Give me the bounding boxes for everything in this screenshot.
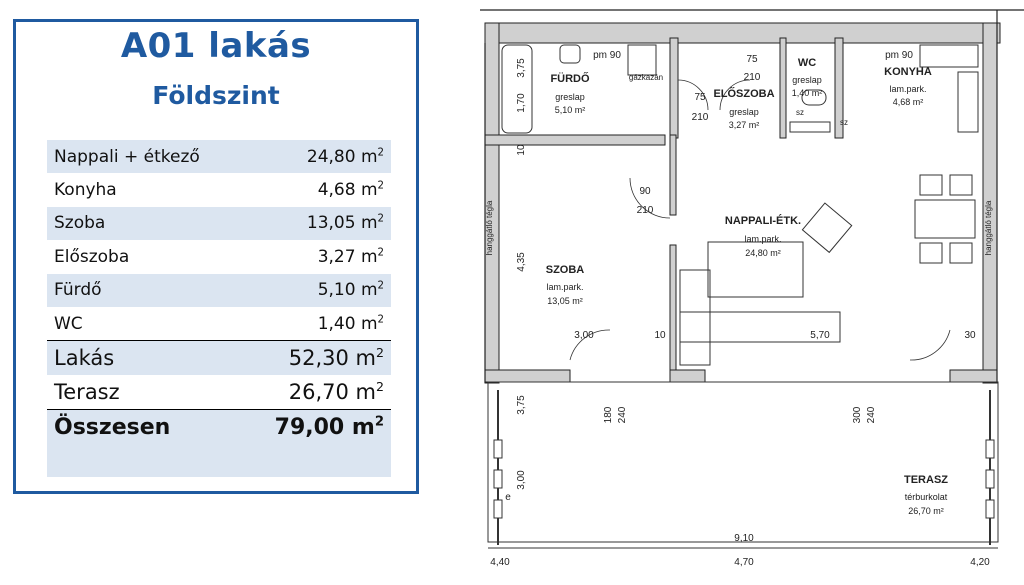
room-name-szoba: SZOBA: [545, 264, 585, 276]
dim-label: 9,10: [734, 533, 754, 544]
szoba-right-wall-top: [670, 135, 676, 215]
room-name-furdo: FÜRDŐ: [550, 73, 590, 85]
dim-label: sz: [796, 108, 804, 117]
room-area: 3,27 m²: [728, 120, 760, 130]
dim-label: gázkazán: [628, 73, 664, 82]
top-wall: [485, 23, 1000, 43]
room-labels: [546, 57, 949, 516]
room-area: 26,70 $m^2$: [288, 379, 384, 405]
room-area: 1,40 m²: [791, 88, 823, 98]
kitchen-counter: [920, 45, 978, 67]
room-name: Nappali + étkező: [47, 140, 241, 173]
dim-label: 75: [746, 54, 758, 65]
floor-plan: [480, 0, 1024, 585]
dim-label: 4,35: [516, 252, 527, 272]
dim-label: 30: [964, 330, 976, 341]
room-floor: térburkolat: [904, 492, 948, 502]
chair: [950, 243, 972, 263]
sofa: [680, 270, 710, 365]
dim-label: 10: [654, 330, 666, 341]
table-row: [47, 140, 391, 173]
dim-label: 1,70: [516, 93, 527, 113]
room-name: Szoba: [47, 207, 241, 240]
table-row-subtotal: [47, 341, 391, 376]
room-area: 1,40 $m^2$: [317, 313, 384, 334]
room-name-eloszoba: ELŐSZOBA: [713, 88, 775, 100]
dim-label: 210: [691, 112, 709, 123]
room-name: Fürdő: [47, 274, 241, 307]
room-floor: lam.park.: [889, 84, 927, 94]
wall-outline: [480, 10, 1024, 383]
room-area: 26,70 m²: [908, 506, 944, 516]
wc-tank: [790, 122, 830, 132]
front-wall-mid: [670, 370, 705, 382]
room-area: 24,80 m²: [745, 248, 781, 258]
rail-post: [494, 440, 502, 458]
room-area: 24,80 $m^2$: [241, 140, 391, 173]
dim-label: hanggátló tégla: [984, 200, 993, 256]
table-row-total: [47, 410, 391, 445]
dim-label: 5,70: [810, 330, 830, 341]
room-name-terasz: TERASZ: [904, 474, 948, 486]
dim-label: 180: [603, 406, 614, 424]
room-name: Összesen: [47, 410, 241, 445]
room-name: WC: [54, 313, 83, 334]
dim-label: 210: [636, 205, 654, 216]
table-row: [47, 207, 391, 240]
dim-label: 240: [617, 406, 628, 424]
room-name: Terasz: [54, 380, 120, 405]
chair: [950, 175, 972, 195]
room-floor: lam.park.: [744, 234, 782, 244]
table-row-blank: [47, 444, 391, 477]
kitchen-counter-side: [958, 72, 978, 132]
rail-post: [494, 500, 502, 518]
dim-label: 75: [694, 92, 706, 103]
dim-label: 10: [516, 144, 527, 156]
dim-label: 4,20: [970, 557, 990, 568]
room-floor: greslap: [792, 75, 822, 85]
room-floor: greslap: [555, 92, 585, 102]
room-name-konyha: KONYHA: [884, 66, 932, 78]
rail-post: [986, 500, 994, 518]
table-row: [47, 274, 391, 307]
dim-label: hanggátló tégla: [485, 200, 494, 256]
dim-label: 3,75: [516, 395, 527, 415]
dim-label: 3,00: [574, 330, 594, 341]
gas-boiler: [628, 45, 656, 75]
dim-label: 300: [852, 406, 863, 424]
front-wall-left: [485, 370, 570, 382]
bathtub: [502, 45, 532, 133]
dim-label: 3,75: [516, 58, 527, 78]
room-name: Lakás: [47, 341, 241, 376]
rail-post: [986, 470, 994, 488]
apartment-title: A01 lakás: [120, 26, 312, 66]
dining-table: [915, 200, 975, 238]
room-name: Előszoba: [54, 246, 130, 267]
rail-post: [494, 470, 502, 488]
room-area: 5,10 m²: [554, 105, 586, 115]
room-area: 3,27 $m^2$: [317, 246, 384, 267]
room-floor: lam.park.: [546, 282, 584, 292]
dim-label: 90: [639, 186, 651, 197]
area-summary-card: [13, 19, 419, 494]
armchair: [802, 203, 851, 252]
room-area: 79,00 $m^2$: [241, 410, 391, 445]
door-swing: [910, 330, 950, 360]
terrace: [488, 382, 998, 548]
room-area: 4,68 $m^2$: [317, 180, 384, 201]
room-name-nappali: NAPPALI-ÉTK.: [724, 215, 802, 227]
bath-right-wall: [670, 38, 678, 138]
area-table: [47, 140, 391, 477]
dim-label: 3,00: [516, 470, 527, 490]
floor-subtitle: Földszint: [152, 81, 280, 110]
rail-post: [986, 440, 994, 458]
room-area: 4,68 m²: [892, 97, 924, 107]
room-area: 13,05 $m^2$: [241, 207, 391, 240]
dim-label: sz: [840, 118, 848, 127]
wc-left-wall: [780, 38, 786, 138]
room-area: 13,05 m²: [547, 296, 583, 306]
room-floor: greslap: [729, 107, 759, 117]
dim-label: 4,70: [734, 557, 754, 568]
table-row-terrace: [47, 375, 391, 410]
room-area: 5,10 $m^2$: [241, 274, 391, 307]
dim-label: 240: [866, 406, 877, 424]
room-name-wc: WC: [797, 57, 817, 69]
dim-label: pm 90: [885, 50, 913, 61]
dim-label: pm 90: [593, 50, 621, 61]
szoba-right-wall-bottom: [670, 245, 676, 375]
bath-bottom-wall: [485, 135, 665, 145]
table-row: [47, 173, 391, 206]
washbasin: [560, 45, 580, 63]
table-row: [47, 240, 391, 273]
table-row: [47, 307, 391, 341]
front-wall-right: [950, 370, 997, 382]
chair: [920, 175, 942, 195]
chair: [920, 243, 942, 263]
terrace-outline: [488, 382, 998, 542]
dim-label: 4,40: [490, 557, 510, 568]
dim-label: e: [505, 492, 511, 503]
room-area: 52,30 $m^2$: [241, 341, 391, 376]
dim-label: 210: [743, 72, 761, 83]
room-name: Konyha: [54, 180, 117, 201]
floor-plan-drawing: [480, 0, 1024, 585]
